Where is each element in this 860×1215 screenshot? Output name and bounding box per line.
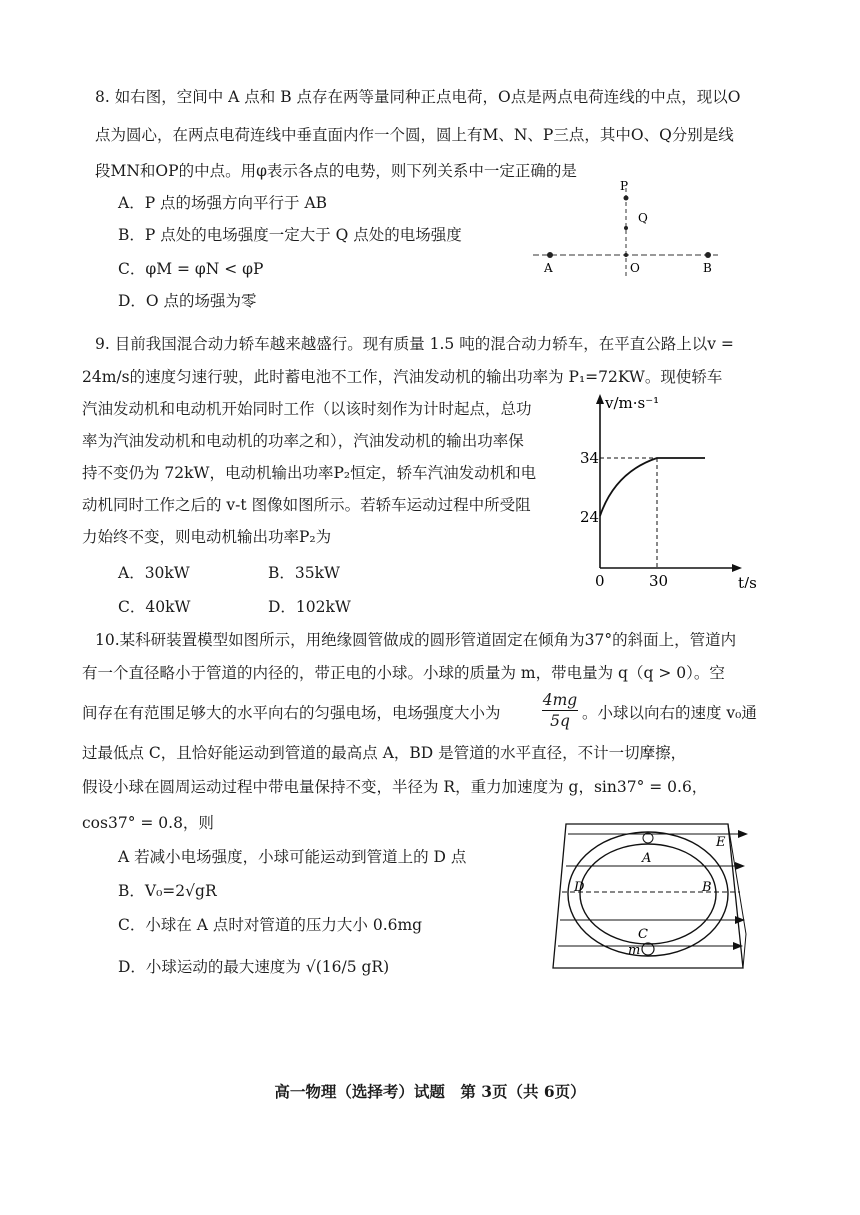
q8-label-q: Q	[638, 211, 648, 225]
q9-option-d: D．102kW	[268, 598, 351, 616]
q8-line-2: 点为圆心，在两点电荷连线中垂直面内作一个圆，圆上有M、N、P三点，其中O、Q分别是线	[95, 126, 734, 144]
q9-line-7: 力始终不变，则电动机输出功率P₂为	[82, 528, 332, 546]
q9-x-axis-label: t/s	[738, 574, 757, 588]
q10-line-1: 10.某科研装置模型如图所示，用绝缘圆管做成的圆形管道固定在倾角为37°的斜面上，管道内	[95, 631, 737, 649]
q9-option-b: B．35kW	[268, 564, 340, 582]
q10-fraction-denominator: 5q	[550, 712, 570, 730]
q10-label-c: C	[638, 927, 648, 942]
q10-fraction-numerator: 4mg	[542, 691, 578, 709]
q10-option-c: C．小球在 A 点时对管道的压力大小 0.6mg	[118, 916, 423, 934]
q8-figure	[528, 178, 728, 288]
q9-line-1: 9. 目前我国混合动力轿车越来越盛行。现有质量 1.5 吨的混合动力轿车，在平直公路上以v =	[95, 335, 734, 353]
q10-label-m: m	[628, 943, 641, 958]
q9-option-a: A．30kW	[118, 564, 190, 582]
q9-option-c: C．40kW	[118, 598, 191, 616]
q8-line-1: 8. 如右图，空间中 A 点和 B 点存在两等量同种正点电荷，O点是两点电荷连线的中点，现以O	[95, 88, 741, 106]
q9-tick-34: 34	[580, 449, 600, 467]
q10-line-2: 有一个直径略小于管道的内径的，带正电的小球。小球的质量为 m，带电量为 q（q > 0）。空	[82, 664, 725, 682]
page-footer: 高一物理（选择考）试题 第 3页（共 6页）	[274, 1082, 586, 1101]
q10-figure	[548, 818, 758, 986]
q9-tick-24: 24	[580, 508, 600, 526]
q8-label-a: A	[544, 261, 553, 275]
q8-label-p: P	[620, 179, 629, 193]
q10-line-6: cos37° = 0.8，则	[82, 814, 214, 832]
q8-label-b: B	[703, 261, 712, 275]
q10-option-d: D．小球运动的最大速度为 √(16/5 gR)	[118, 958, 390, 976]
q10-label-e: E	[716, 835, 726, 850]
q9-line-4: 率为汽油发动机和电动机的功率之和），汽油发动机的输出功率保	[82, 432, 524, 450]
q9-tick-30: 30	[649, 572, 669, 588]
q9-line-3: 汽油发动机和电动机开始同时工作（以该时刻作为计时起点，总功	[82, 400, 532, 418]
q9-vt-graph	[575, 388, 770, 588]
q10-line-3: 间存在有范围足够大的水平向右的匀强电场，电场强度大小为	[82, 704, 501, 722]
q8-option-c: C．φM = φN < φP	[118, 260, 264, 278]
q10-option-b: B．V₀=2√gR	[118, 882, 217, 900]
q10-option-a: A 若减小电场强度，小球可能运动到管道上的 D 点	[118, 848, 467, 866]
q10-label-b: B	[702, 880, 712, 895]
q10-line-4: 过最低点 C，且恰好能运动到管道的最高点 A，BD 是管道的水平直径，不计一切摩擦，	[82, 744, 687, 762]
q8-option-d: D．O 点的场强为零	[118, 292, 257, 310]
q8-option-b: B．P 点处的电场强度一定大于 Q 点处的电场强度	[118, 226, 462, 244]
q9-y-axis-label: v/m·s⁻¹	[605, 394, 660, 412]
q10-line-3b: 。小球以向右的速度 v₀通	[582, 704, 757, 722]
q10-field-fraction	[540, 690, 580, 734]
q8-label-o: O	[630, 261, 640, 275]
q10-line-5: 假设小球在圆周运动过程中带电量保持不变，半径为 R，重力加速度为 g，sin37° = 0.6，	[82, 778, 708, 796]
q8-option-a: A．P 点的场强方向平行于 AB	[118, 194, 328, 212]
q9-tick-0: 0	[595, 572, 605, 588]
q10-label-a: A	[642, 851, 652, 866]
q9-line-2: 24m/s的速度匀速行驶，此时蓄电池不工作，汽油发动机的输出功率为 P₁=72KW。现使轿车	[82, 368, 723, 386]
q9-line-6: 动机同时工作之后的 v-t 图像如图所示。若轿车运动过程中所受阻	[82, 496, 531, 514]
q9-line-5: 持不变仍为 72kW，电动机输出功率P₂恒定，轿车汽油发动机和电	[82, 464, 537, 482]
q8-line-3: 段MN和OP的中点。用φ表示各点的电势，则下列关系中一定正确的是	[95, 162, 577, 180]
q10-label-d: D	[574, 880, 585, 895]
